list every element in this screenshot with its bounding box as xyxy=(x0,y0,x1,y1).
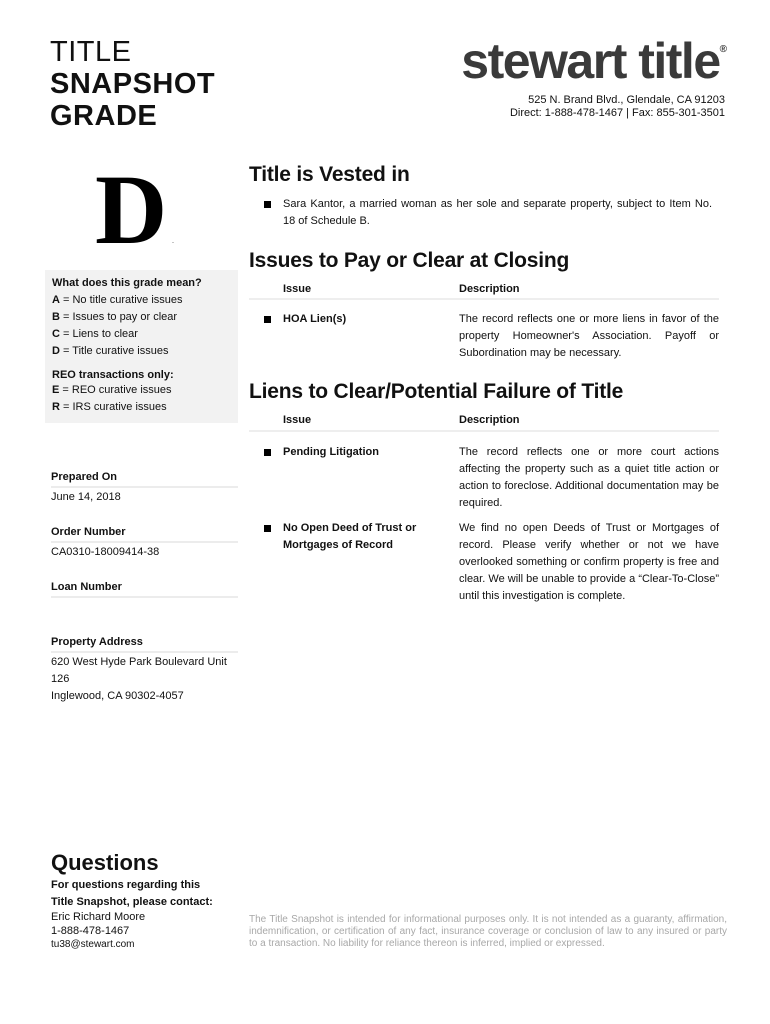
contact-phone: 1-888-478-1467 xyxy=(51,925,130,937)
registered-mark: ® xyxy=(719,44,727,55)
legend-item-e: E = REO curative issues xyxy=(52,384,172,396)
prepared-on-label: Prepared On xyxy=(51,471,238,488)
legend-item-b: B = Issues to pay or clear xyxy=(52,311,178,323)
questions-heading: Questions xyxy=(51,850,159,875)
issue-no-open-deed: No Open Deed of Trust or Mortgages of Record xyxy=(283,522,417,551)
legend-item-d: D = Title curative issues xyxy=(52,345,169,357)
legend-heading: What does this grade mean? xyxy=(52,277,202,289)
legend-item-a: A = No title curative issues xyxy=(52,294,183,306)
questions-contact xyxy=(51,910,145,952)
vested-heading: Title is Vested in xyxy=(249,163,410,186)
questions-subheading: For questions regarding this Title Snapshot, please contact: xyxy=(51,879,213,908)
divider xyxy=(249,298,719,300)
contact-line: Direct: 1-888-478-1467 | Fax: 855-301-3501 xyxy=(509,107,725,119)
legend-item-c: C = Liens to clear xyxy=(52,328,138,340)
page-title xyxy=(50,36,215,132)
bullet-icon xyxy=(264,316,271,323)
issue-pending-litigation: Pending Litigation xyxy=(283,446,379,458)
prepared-on-value: June 14, 2018 xyxy=(51,491,121,503)
bullet-icon xyxy=(264,201,271,208)
grade-mark: - xyxy=(172,240,174,246)
order-number-label: Order Number xyxy=(51,526,238,543)
title-line-2: SNAPSHOT xyxy=(50,68,216,100)
grade-legend xyxy=(45,270,238,423)
divider xyxy=(249,430,719,432)
grade-letter: D xyxy=(95,154,168,265)
property-address-line-3: Inglewood, CA 90302-4057 xyxy=(51,690,184,702)
contact-email-link[interactable]: tu38@stewart.com xyxy=(51,939,135,950)
property-address-value xyxy=(51,654,241,705)
vested-text: Sara Kantor, a married woman as her sole and separate property, subject to Item No. 18 of Schedule B. xyxy=(283,198,712,227)
contact-name: Eric Richard Moore xyxy=(51,911,146,923)
pay-clear-heading: Issues to Pay or Clear at Closing xyxy=(249,249,570,272)
order-number-value: CA0310-18009414-38 xyxy=(51,546,160,558)
property-address-line-2: 126 xyxy=(51,673,70,685)
address-line: 525 N. Brand Blvd., Glendale, CA 91203 xyxy=(528,94,725,106)
pay-clear-description-header: Description xyxy=(459,283,520,295)
issue-hoa-liens: HOA Lien(s) xyxy=(283,313,347,325)
liens-heading: Liens to Clear/Potential Failure of Title xyxy=(249,380,624,403)
loan-number-label: Loan Number xyxy=(51,581,238,598)
issue-hoa-liens-description: The record reflects one or more liens in favor of the property Homeowner's Association. Payoff or Subordination may be necessary. xyxy=(459,313,719,359)
bullet-icon xyxy=(264,449,271,456)
legend-reo-heading: REO transactions only: xyxy=(52,369,174,381)
stewart-title-logo xyxy=(461,32,727,90)
property-address-line-1: 620 West Hyde Park Boulevard Unit xyxy=(51,656,227,668)
pay-clear-issue-header: Issue xyxy=(283,283,312,295)
liens-issue-header: Issue xyxy=(283,414,312,426)
logo-text: stewart title xyxy=(461,33,720,89)
company-address xyxy=(510,94,725,120)
legend-item-r: R = IRS curative issues xyxy=(52,401,167,413)
liens-description-header: Description xyxy=(459,414,520,426)
title-line-1: TITLE xyxy=(50,36,132,68)
disclaimer-text: The Title Snapshot is intended for informational purposes only. It is not intended as a guaranty, affirmation, indemnification, or certification of any fact, insurance coverage or conclusion of law to any insured or party to a transaction. No liability for reliance thereon is inferred, implied or expressed. xyxy=(249,914,727,949)
title-line-3: GRADE xyxy=(50,100,158,132)
issue-pending-litigation-description: The record reflects one or more court actions affecting the property such as a quiet title action or action to foreclose. Additional documentation may be required. xyxy=(459,446,719,509)
bullet-icon xyxy=(264,525,271,532)
property-address-label: Property Address xyxy=(51,636,238,653)
issue-no-open-deed-description: We find no open Deeds of Trust or Mortgages of record. Please verify whether or not we have overlooked something or confirm property is free and clear. We will be unable to provide a “Clear-To-Close” until this investigation is complete. xyxy=(459,522,719,602)
